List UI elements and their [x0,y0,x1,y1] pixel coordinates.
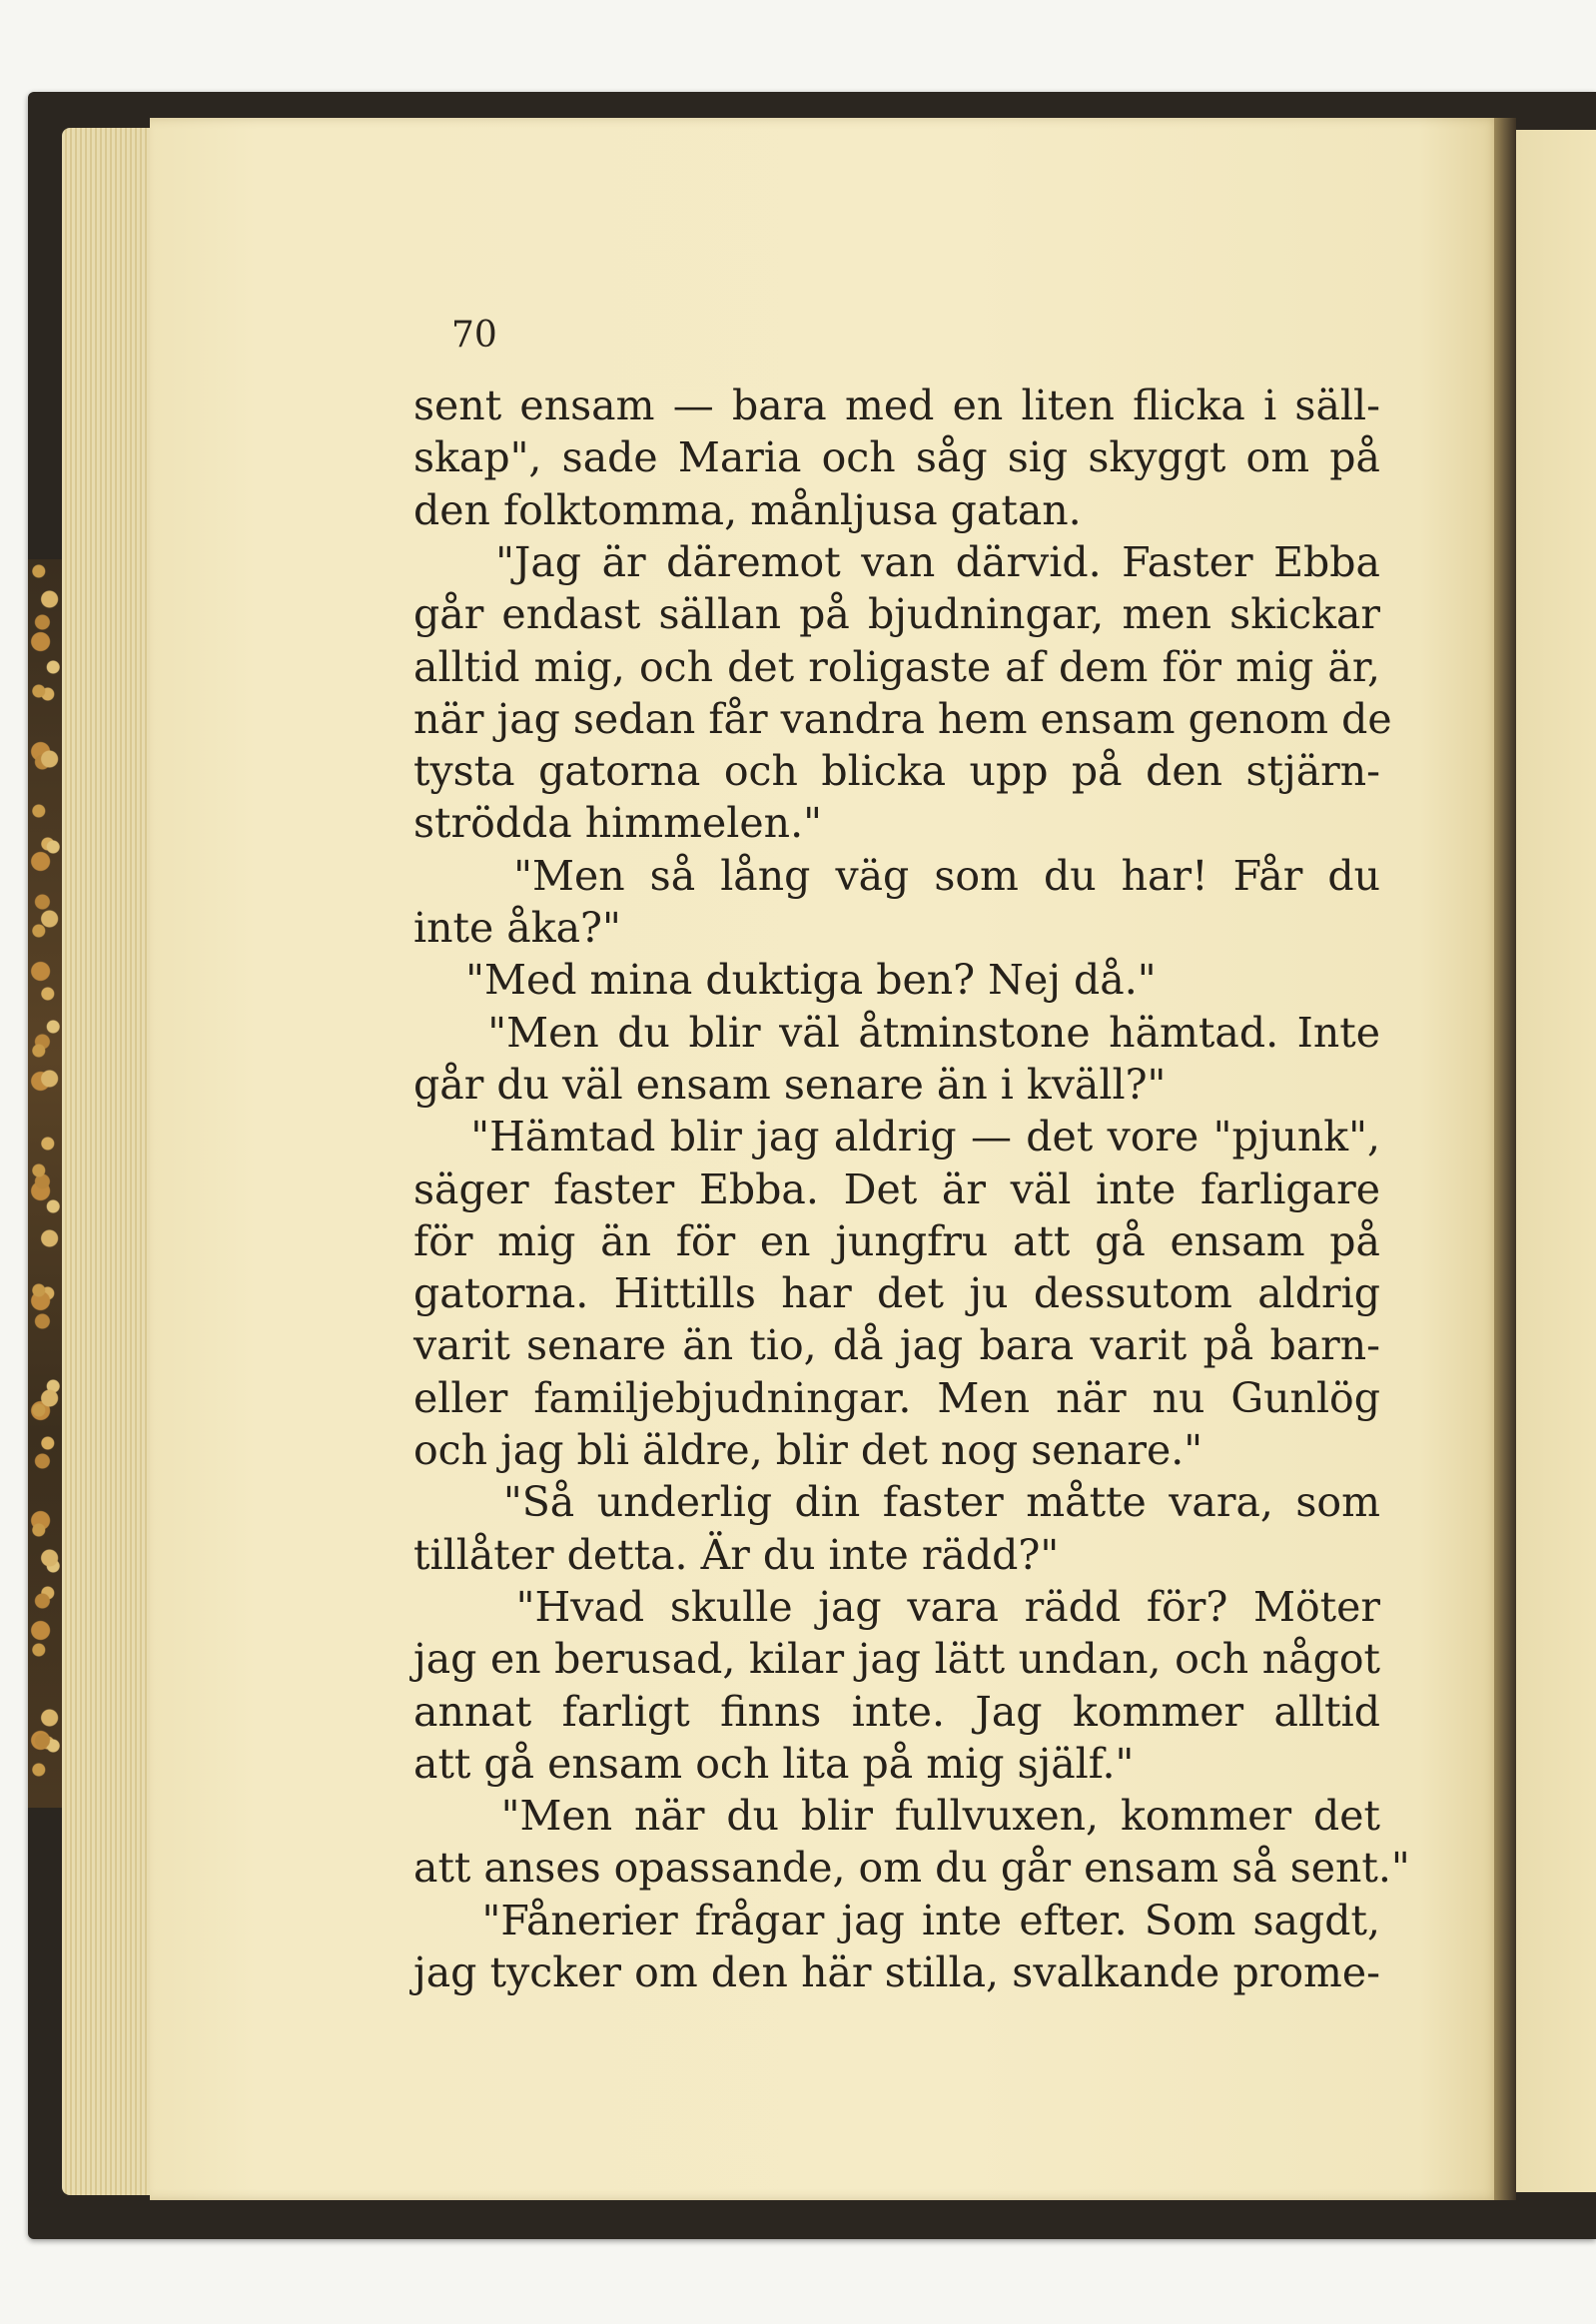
text-line: eller familjebjudningar. Men när nu Gunlög [413,1373,1380,1422]
page-number: 70 [451,315,497,356]
text-line: "Så underlig din faster måtte vara, som [413,1478,1380,1527]
facing-page-edge [1516,130,1596,2192]
text-line: "Fånerier frågar jag inte efter. Som sagdt, [413,1896,1380,1944]
text-line: skap", sade Maria och såg sig skyggt om på [413,433,1380,482]
text-line: "Men så lång väg som du har! Får du [413,851,1380,900]
text-line: den folktomma, månljusa gatan. [413,485,1082,534]
marbled-edge [28,559,64,1808]
text-line: strödda himmelen." [413,799,822,848]
text-line: gatorna. Hittills har det ju dessutom aldrig [413,1269,1380,1318]
text-line: tysta gatorna och blicka upp på den stjärn- [413,747,1380,796]
text-line: och jag bli äldre, blir det nog senare." [413,1426,1203,1474]
text-line: inte åka?" [413,904,621,952]
text-line: jag tycker om den här stilla, svalkande prome- [413,1948,1380,1996]
text-line: går endast sällan på bjudningar, men skickar [413,590,1380,639]
text-line: när jag sedan får vandra hem ensam genom de [413,694,1392,743]
text-line: alltid mig, och det roligaste af dem för mig är, [413,642,1380,691]
text-line: sent ensam — bara med en liten flicka i säll- [413,382,1380,429]
text-line: "Hvad skulle jag vara rädd för? Möter [413,1582,1380,1631]
text-line: "Men när du blir fullvuxen, kommer det [413,1792,1380,1841]
text-line: "Men du blir väl åtminstone hämtad. Inte [413,1008,1380,1057]
text-line: "Hämtad blir jag aldrig — det vore "pjunk", [413,1113,1380,1162]
text-line: varit senare än tio, då jag bara varit på barn- [413,1321,1380,1370]
text-line: för mig än för en jungfru att gå ensam på [413,1216,1380,1265]
text-line: "Jag är däremot van därvid. Faster Ebba [413,537,1380,586]
text-line: att anses opassande, om du går ensam så sent." [413,1844,1410,1893]
text-line: "Med mina duktiga ben? Nej då." [413,956,1157,1005]
text-line: annat farligt finns inte. Jag kommer alltid [413,1687,1380,1736]
text-line: att gå ensam och lita på mig själf." [413,1739,1135,1788]
text-line: jag en berusad, kilar jag lätt undan, och något [413,1635,1380,1684]
text-line: säger faster Ebba. Det är väl inte farligare [413,1164,1380,1213]
book-gutter [1494,118,1516,2200]
text-line: går du väl ensam senare än i kväll?" [413,1060,1167,1109]
text-line: tillåter detta. Är du inte rädd?" [413,1530,1060,1579]
